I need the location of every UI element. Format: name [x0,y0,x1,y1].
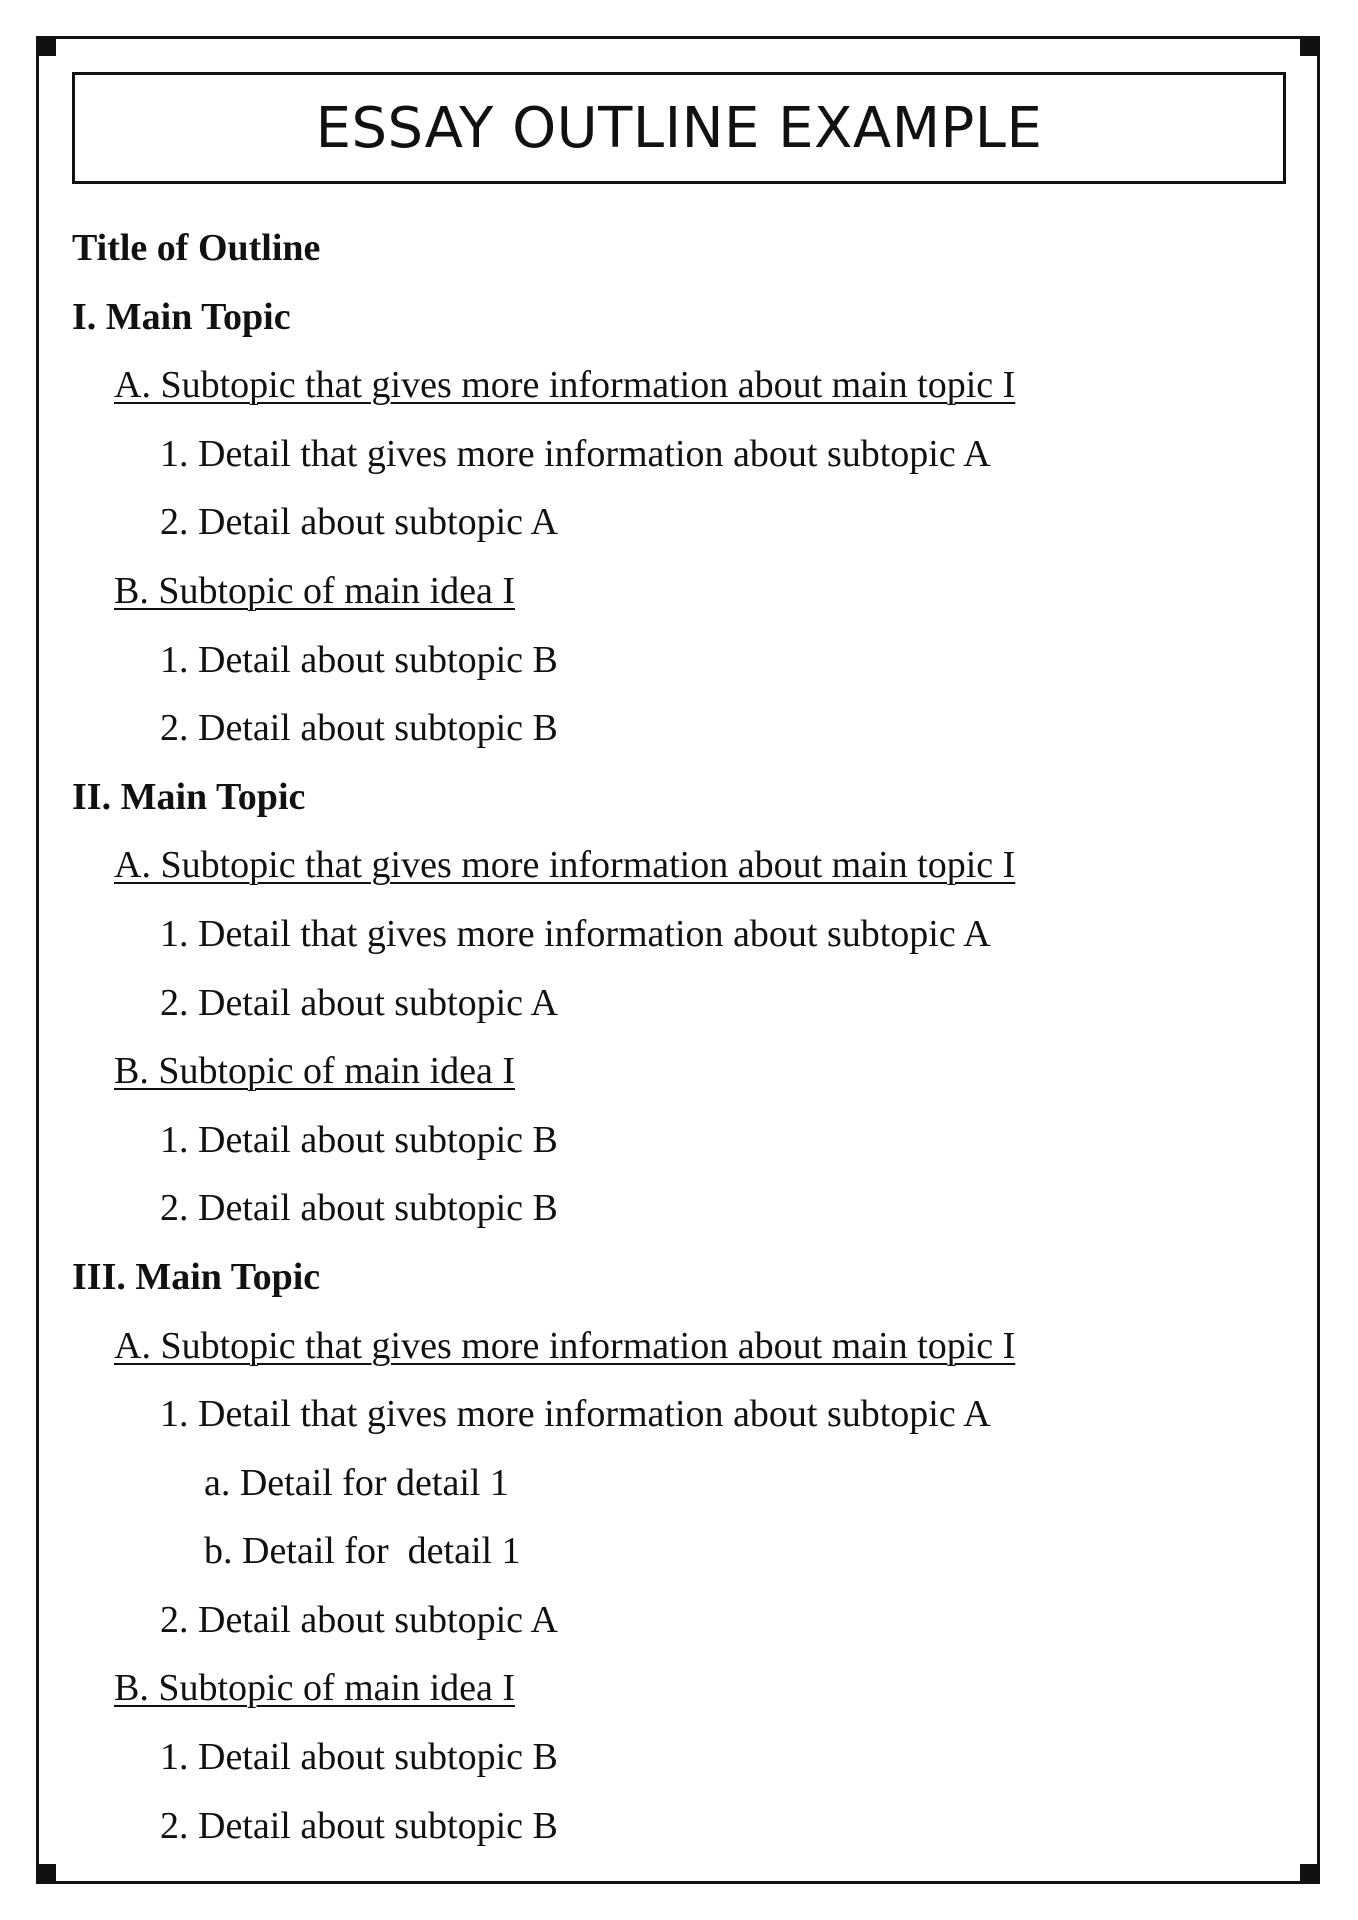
detail-item: 1. Detail about subtopic B [160,1736,558,1779]
subtopic-2a [72,831,1282,900]
subtopic-2b [72,1037,1282,1106]
main-topic-1: I. Main Topic [72,295,291,338]
subtopic-label: A. Subtopic that gives more information about main topic I [114,364,1016,407]
sub-detail-item: b. Detail for detail 1 [204,1530,521,1573]
detail-item: 1. Detail that gives more information about subtopic A [160,912,991,955]
subtopic-label: B. Subtopic of main idea I [114,1667,516,1710]
corner-ornament [36,1864,56,1884]
outline [72,214,1282,1860]
corner-ornament [36,36,56,56]
subtopic-1b [72,557,1282,626]
detail-item: 1. Detail that gives more information about subtopic A [160,1393,991,1436]
main-topic-3: III. Main Topic [72,1255,321,1298]
title-box [72,72,1286,184]
detail-item: 2. Detail about subtopic B [160,707,558,750]
subtopic-1a [72,351,1282,420]
detail-item: 2. Detail about subtopic A [160,501,558,544]
detail-item: 2. Detail about subtopic B [160,1804,558,1847]
sub-detail-item: a. Detail for detail 1 [204,1461,509,1504]
page-title: ESSAY OUTLINE EXAMPLE [315,95,1043,161]
detail-item: 1. Detail about subtopic B [160,1118,558,1161]
detail-item: 2. Detail about subtopic A [160,1598,558,1641]
detail-item: 1. Detail that gives more information about subtopic A [160,432,991,475]
detail-item: 2. Detail about subtopic A [160,981,558,1024]
subtopic-label: B. Subtopic of main idea I [114,569,516,612]
subtopic-label: A. Subtopic that gives more information about main topic I [114,1324,1016,1367]
subtopic-3b [72,1654,1282,1723]
detail-item: 2. Detail about subtopic B [160,1187,558,1230]
main-topic-2: II. Main Topic [72,775,306,818]
detail-item: 1. Detail about subtopic B [160,638,558,681]
corner-ornament [1300,1864,1320,1884]
subtopic-3a [72,1312,1282,1381]
subtopic-label: B. Subtopic of main idea I [114,1050,516,1093]
corner-ornament [1300,36,1320,56]
outline-heading: Title of Outline [72,227,321,269]
subtopic-label: A. Subtopic that gives more information about main topic I [114,844,1016,887]
